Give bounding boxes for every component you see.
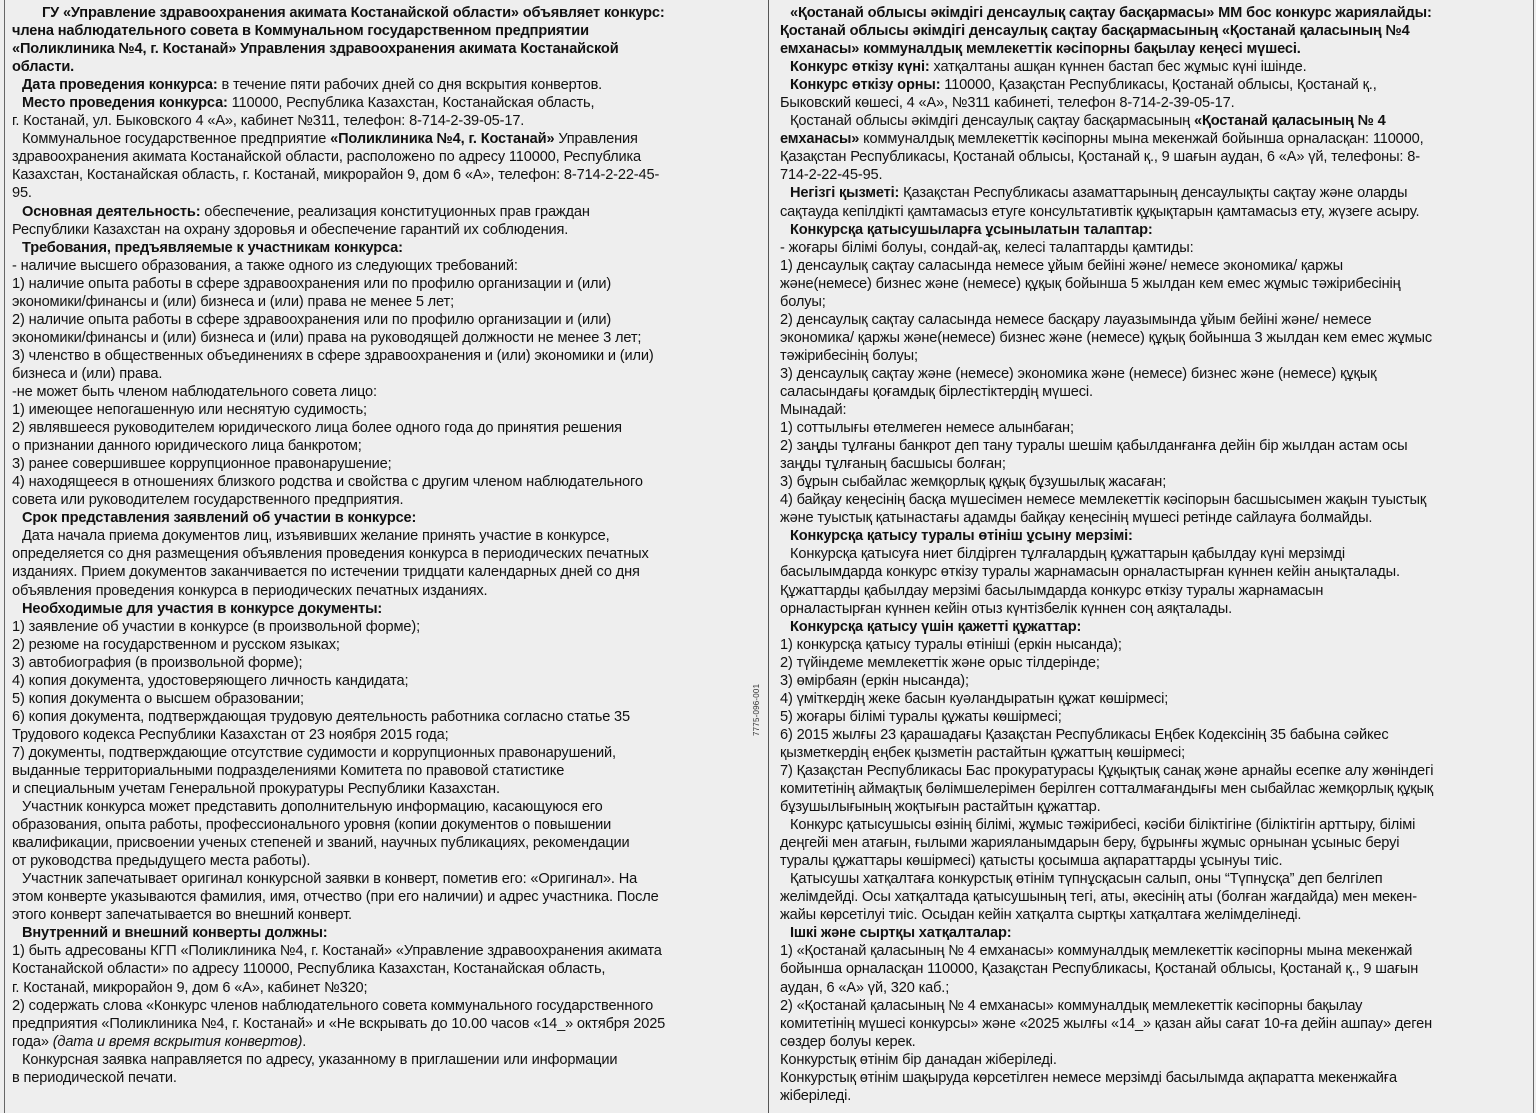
left-text-line xyxy=(12,762,764,780)
body-text: болуы; xyxy=(780,293,826,310)
left-text-line xyxy=(12,130,764,148)
body-text: орналастырған күннен кейін отыз күнтізбелік күннен соң аяқталады. xyxy=(780,600,1233,617)
russian-announcement-column xyxy=(12,4,764,1109)
heading-text: Необходимые для участия в конкурсе документы: xyxy=(22,600,383,617)
body-text: образования, опыта работы, профессионального уровня (копии документов о повышении xyxy=(12,817,612,834)
right-text-line xyxy=(780,708,1528,726)
left-text-line xyxy=(12,383,764,401)
body-text: Қазақстан Республикасы, Қостанай облысы, Қостанай қ., 9 шағын аудан, 6 «А» үй, телефоны: 8- xyxy=(780,149,1420,166)
heading-text: Внутренний и внешний конверты должны: xyxy=(22,925,328,942)
left-text-line xyxy=(12,329,764,347)
left-text-line xyxy=(12,455,764,473)
left-text-line xyxy=(12,419,764,437)
left-text-line xyxy=(12,1051,764,1069)
side-print-code: 7775-096-001 xyxy=(752,683,761,736)
left-text-line xyxy=(12,473,764,491)
body-text: в периодической печати. xyxy=(12,1069,177,1086)
left-text-line xyxy=(12,4,764,22)
right-text-line xyxy=(780,239,1528,257)
right-text-line xyxy=(780,942,1528,960)
body-text: - жоғары білімі болуы, сондай-ақ, келесі талаптарды қамтиды: xyxy=(780,239,1194,256)
left-text-line xyxy=(12,618,764,636)
right-text-line xyxy=(780,203,1528,221)
right-text-line xyxy=(780,509,1528,527)
body-text: 1) заявление об участии в конкурсе (в произвольной форме); xyxy=(12,618,420,635)
left-text-line xyxy=(12,852,764,870)
left-text-line xyxy=(12,257,764,275)
left-text-line xyxy=(12,1015,764,1033)
right-text-line xyxy=(780,888,1528,906)
body-text: экономики/финансы и (или) бизнеса и (или) права на руководящей должности не менее 3 лет; xyxy=(12,329,642,346)
left-text-line xyxy=(12,997,764,1015)
body-text: -не может быть членом наблюдательного совета лицо: xyxy=(12,383,377,400)
heading-text: «Поликлиника №4, г. Костанай» xyxy=(330,131,555,148)
right-text-line xyxy=(780,960,1528,978)
body-text: бұзушылығының жоқтығын растайтын құжаттар. xyxy=(780,799,1101,816)
right-text-line xyxy=(780,347,1528,365)
body-text: Республики Казахстан на охрану здоровья и обеспечение гарантий их соблюдения. xyxy=(12,221,569,238)
right-text-line xyxy=(780,672,1528,690)
right-text-line xyxy=(780,563,1528,581)
body-text: 2) денсаулық сақтау саласында немесе басқару лауазымында ұйым бейіні және/ немесе xyxy=(780,311,1372,328)
right-text-line xyxy=(780,798,1528,816)
body-text: бойынша орналасқан 110000, Қазақстан Республикасы, Қостанай облысы, Қостанай қ., 9 шағын xyxy=(780,961,1419,978)
body-text: 110000, Республика Казахстан, Костанайская область, xyxy=(227,95,595,112)
body-text: 1) денсаулық сақтау саласында немесе ұйым бейіні және/ немесе экономика/ қаржы xyxy=(780,257,1344,274)
body-text: Коммунальное государственное предприятие xyxy=(22,131,331,148)
right-text-line xyxy=(780,40,1528,58)
body-text: 1) соттылығы өтелмеген немесе алынбаған; xyxy=(780,420,1074,437)
page-left-border xyxy=(4,0,5,1113)
left-text-line xyxy=(12,672,764,690)
body-text: коммуналдық мемлекеттік кәсіпорны мына мекенжай бойынша орналасқан: 110000, xyxy=(859,131,1424,148)
left-text-line xyxy=(12,906,764,924)
body-text: жайы көрсетілуі тиіс. Осыдан кейін хатқалта сыртқы хатқалтаға желімделінеді. xyxy=(780,907,1302,924)
body-text: . xyxy=(302,1033,307,1050)
heading-text: Конкурсқа қатысушыларға ұсынылатын талаптар: xyxy=(790,221,1153,238)
right-text-line xyxy=(780,455,1528,473)
right-text-line xyxy=(780,582,1528,600)
left-text-line xyxy=(12,58,764,76)
heading-text: Қостанай облысы әкімдігі денсаулық сақтау басқармасының «Қостанай қаласының №4 xyxy=(780,23,1410,40)
right-text-line xyxy=(780,148,1528,166)
left-text-line xyxy=(12,239,764,257)
right-text-line xyxy=(780,654,1528,672)
right-text-line xyxy=(780,365,1528,383)
body-text: Трудового кодекса Республики Казахстан от 23 ноября 2015 года; xyxy=(12,726,449,743)
left-text-line xyxy=(12,1033,764,1051)
left-text-line xyxy=(12,708,764,726)
right-text-line xyxy=(780,22,1528,40)
body-text: 4) үміткердің жеке басын куәландыратын құжат көшірмесі; xyxy=(780,690,1169,707)
body-text: г. Костанай, микрорайон 9, дом 6 «А», кабинет №320; xyxy=(12,979,368,996)
heading-text: Конкурс өткізу орны: xyxy=(790,77,941,94)
body-text: 1) конкурсқа қатысу туралы өтініші (еркін нысанда); xyxy=(780,636,1122,653)
right-text-line xyxy=(780,4,1528,22)
left-text-line xyxy=(12,636,764,654)
page-right-border xyxy=(1533,0,1534,1113)
left-text-line xyxy=(12,365,764,383)
body-text: Конкурстық өтінім бір данадан жіберіледі. xyxy=(780,1051,1057,1068)
body-text: Конкурсная заявка направляется по адресу, указанному в приглашении или информации xyxy=(22,1051,618,1068)
body-text: предприятия «Поликлиника №4, г. Костанай» и «Не вскрывать до 10.00 часов «14_» октября 2025 xyxy=(12,1015,666,1032)
body-text: 3) бұрын сыбайлас жемқорлық құқық бұзушылық жасаған; xyxy=(780,474,1167,491)
heading-text: ГУ «Управление здравоохранения акимата Костанайской области» объявляет конкурс: xyxy=(42,5,665,21)
body-text: экономика/ қаржы және(немесе) бизнес және (немесе) құқық бойынша 3 жылдан кем емес жұмыс xyxy=(780,329,1433,346)
left-text-line xyxy=(12,293,764,311)
left-text-line xyxy=(12,798,764,816)
right-text-line xyxy=(780,221,1528,239)
left-text-line xyxy=(12,184,764,202)
right-text-line xyxy=(780,979,1528,997)
left-text-line xyxy=(12,870,764,888)
right-text-line xyxy=(780,834,1528,852)
heading-text: «Қостанай қаласының № 4 xyxy=(1194,113,1386,130)
body-text: 1) быть адресованы КГП «Поликлиника №4, г. Костанай» «Управление здравоохранения акимата xyxy=(12,943,662,960)
body-text: 3) денсаулық сақтау және (немесе) экономика және (немесе) бизнес және (немесе) құқық xyxy=(780,365,1377,382)
heading-text: Срок представления заявлений об участии в конкурсе: xyxy=(22,510,417,527)
right-text-line xyxy=(780,1051,1528,1069)
right-text-line xyxy=(780,401,1528,419)
body-text: 5) жоғары білімі туралы құжаты көшірмесі; xyxy=(780,708,1062,725)
right-text-line xyxy=(780,275,1528,293)
kazakh-announcement-column xyxy=(780,4,1528,1109)
body-text: 3) ранее совершившее коррупционное правонарушение; xyxy=(12,456,392,473)
body-text: Участник конкурса может представить дополнительную информацию, касающуюся его xyxy=(22,799,603,816)
right-text-line xyxy=(780,762,1528,780)
heading-text: Дата проведения конкурса: xyxy=(22,77,218,94)
body-text: 4) находящееся в отношениях близкого родства и свойства с другим членом наблюдательного xyxy=(12,474,643,491)
right-text-line xyxy=(780,1087,1528,1105)
body-text: 6) 2015 жылғы 23 қарашадағы Қазақстан Республикасы Еңбек Кодексінің 35 бабына сәйкес xyxy=(780,726,1389,743)
body-text: года» xyxy=(12,1033,53,1050)
right-text-line xyxy=(780,1069,1528,1087)
heading-text: области. xyxy=(12,59,75,76)
body-text: Конкурстық өтінім шақыруда көрсетілген немесе мерзімді басылымда ақпаратта мекенжайға xyxy=(780,1069,1397,1086)
left-text-line xyxy=(12,690,764,708)
right-text-line xyxy=(780,1033,1528,1051)
body-text: 4) копия документа, удостоверяющего личность кандидата; xyxy=(12,672,409,689)
body-text: Казахстан, Костанайская область, г. Костанай, микрорайон 9, дом 6 «А», телефон: 8-714-2-22-45- xyxy=(12,167,660,184)
left-text-line xyxy=(12,166,764,184)
body-text: 3) автобиография (в произвольной форме); xyxy=(12,654,303,671)
body-text: этом конверте указываются фамилия, имя, отчество (при его наличии) и адрес участника. После xyxy=(12,889,659,906)
body-text: жіберіледі. xyxy=(780,1087,852,1104)
left-text-line xyxy=(12,94,764,112)
right-text-line xyxy=(780,527,1528,545)
body-text: 4) байқау кеңесінің басқа мүшесімен немесе мемлекеттік кәсіпорын басшысымен жақын туыстық xyxy=(780,492,1427,509)
right-text-line xyxy=(780,94,1528,112)
body-text: квалификации, присвоении ученых степеней и званий, научных публикациях, рекомендации xyxy=(12,835,630,852)
left-text-line xyxy=(12,563,764,581)
body-text: Қостанай облысы әкімдігі денсаулық сақтау басқармасының xyxy=(790,113,1194,130)
body-text: Участник запечатывает оригинал конкурсной заявки в конверт, пометив его: «Оригинал». На xyxy=(22,871,638,888)
body-text: экономики/финансы и (или) бизнеса и (или) права не менее 5 лет; xyxy=(12,293,454,310)
body-text: 2) содержать слова «Конкурс членов наблюдательного совета коммунального государственного xyxy=(12,997,654,1014)
body-text: 2) түйіндеме мемлекеттік және орыс тілдерінде; xyxy=(780,654,1100,671)
body-text: 5) копия документа о высшем образовании; xyxy=(12,690,304,707)
left-text-line xyxy=(12,148,764,166)
body-text: Быковский көшесі, 4 «А», №311 кабинеті, телефон 8-714-2-39-05-17. xyxy=(780,95,1235,112)
right-text-line xyxy=(780,257,1528,275)
left-text-line xyxy=(12,221,764,239)
body-text: 7) документы, подтверждающие отсутствие судимости и коррупционных правонарушений, xyxy=(12,744,616,761)
body-text: 7) Қазақстан Республикасы Бас прокуратурасы Құқықтық санақ және арнайы есепке алу жөніндегі xyxy=(780,762,1434,779)
body-text: туралы құжаттары көшірмесі) қатысты қосымша ақпараттарды ұсынуы тиіс. xyxy=(780,853,1283,870)
right-text-line xyxy=(780,184,1528,202)
body-text: 2) резюме на государственном и русском языках; xyxy=(12,636,340,653)
left-text-line xyxy=(12,311,764,329)
left-text-line xyxy=(12,942,764,960)
left-text-line xyxy=(12,509,764,527)
left-text-line xyxy=(12,654,764,672)
right-text-line xyxy=(780,329,1528,347)
body-text: Мынадай: xyxy=(780,402,847,419)
heading-text: Конкурсқа қатысу үшін қажетті құжаттар: xyxy=(790,618,1082,635)
heading-text: Требования, предъявляемые к участникам конкурса: xyxy=(22,239,403,256)
body-text: заңды тұлғаның басшысы болған; xyxy=(780,456,1006,473)
body-text: этого конверт запечатывается во внешний конверт. xyxy=(12,907,352,924)
left-text-line xyxy=(12,527,764,545)
right-text-line xyxy=(780,473,1528,491)
body-text: басылымдарда конкурс өткізу туралы жарнамасын орналастырған күннен кейін анықталады. xyxy=(780,564,1400,581)
left-text-line xyxy=(12,1069,764,1087)
right-text-line xyxy=(780,636,1528,654)
body-text: от руководства предыдущего места работы). xyxy=(12,853,311,870)
heading-text: емханасы» коммуналдық мемлекеттік кәсіпорны бақылау кеңесі мүшесі. xyxy=(780,41,1301,58)
right-text-line xyxy=(780,780,1528,798)
body-text: г. Костанай, ул. Быковского 4 «А», кабинет №311, телефон: 8-714-2-39-05-17. xyxy=(12,113,525,130)
body-text: объявления проведения конкурса в периодических печатных изданиях. xyxy=(12,582,488,599)
body-text: бизнеса и (или) права. xyxy=(12,365,163,382)
right-text-line xyxy=(780,437,1528,455)
body-text: 95. xyxy=(12,185,32,202)
right-text-line xyxy=(780,76,1528,94)
body-text: саласындағы қоғамдық бірлестіктердің мүшесі. xyxy=(780,383,1093,400)
body-text: обеспечение, реализация конституционных прав граждан xyxy=(200,203,590,220)
body-text: Қатысушы хатқалтаға конкурстық өтінім түпнұсқасын салып, оны “Түпнұсқа” деп белгілеп xyxy=(790,871,1383,888)
left-text-line xyxy=(12,112,764,130)
body-text: и специальным учетам Генеральной прокуратуры Республики Казахстан. xyxy=(12,781,500,798)
left-text-line xyxy=(12,888,764,906)
left-text-line xyxy=(12,437,764,455)
right-text-line xyxy=(780,997,1528,1015)
body-text: қызметкердің еңбек қызметін растайтын құжаттың көшірмесі; xyxy=(780,744,1186,761)
body-text: совета или руководителем государственного предприятия. xyxy=(12,492,404,509)
left-text-line xyxy=(12,924,764,942)
body-text: Құжаттарды қабылдау мерзімі басылымдарда конкурс өткізу туралы жарнамасын xyxy=(780,582,1324,599)
body-text: Конкурс қатысушысы өзінің білімі, жұмыс тәжірибесі, кәсіби біліктігіне (біліктігін арттыру, білімі xyxy=(790,817,1416,834)
body-text: 1) наличие опыта работы в сфере здравоохранения или по профилю организации и (или) xyxy=(12,275,612,292)
body-text: комитетінің мүшесі конкурсы» және «2025 жылғы «14_» қазан айы сағат 10-ға дейін ашпау» деген xyxy=(780,1015,1432,1032)
body-text: Управления xyxy=(554,131,638,148)
body-text: 1) имеющее непогашенную или неснятую судимость; xyxy=(12,402,367,419)
body-text: хатқалтаны ашқан күннен бастап бес жұмыс күні ішінде. xyxy=(929,59,1307,76)
body-text: здравоохранения акимата Костанайской области, расположено по адресу 110000, Республика xyxy=(12,149,642,166)
right-text-line xyxy=(780,293,1528,311)
body-text: желімдейді. Осы хатқалтада қатысушының тегі, аты, әкесінің аты (болған жағдайда) мен мекен- xyxy=(780,889,1417,906)
body-text: 110000, Қазақстан Республикасы, Қостанай облысы, Қостанай қ., xyxy=(940,77,1377,94)
right-text-line xyxy=(780,130,1528,148)
body-text: о признании данного юридического лица банкротом; xyxy=(12,438,362,455)
right-text-line xyxy=(780,112,1528,130)
right-text-line xyxy=(780,545,1528,563)
left-text-line xyxy=(12,22,764,40)
left-text-line xyxy=(12,545,764,563)
body-text: - наличие высшего образования, а также одного из следующих требований: xyxy=(12,257,518,274)
heading-text: Ішкі және сыртқы хатқалталар: xyxy=(790,925,1012,942)
body-text: тәжірибесінің болуы; xyxy=(780,347,918,364)
body-text: определяется со дня размещения объявления проведения конкурса в периодических печатных xyxy=(12,546,649,563)
left-text-line xyxy=(12,275,764,293)
right-text-line xyxy=(780,906,1528,924)
left-text-line xyxy=(12,816,764,834)
body-text: Қазақстан Республикасы азаматтарының денсаулықты сақтау және оларды xyxy=(899,185,1408,202)
left-text-line xyxy=(12,401,764,419)
left-text-line xyxy=(12,600,764,618)
right-text-line xyxy=(780,690,1528,708)
body-text: изданиях. Прием документов заканчивается по истечении тридцати календарных дней со дня xyxy=(12,564,640,581)
column-divider xyxy=(768,0,769,1113)
body-text: 714-2-22-45-95. xyxy=(780,167,883,184)
left-text-line xyxy=(12,582,764,600)
body-text: 2) являвшееся руководителем юридического лица более одного года до принятия решения xyxy=(12,420,622,437)
right-text-line xyxy=(780,852,1528,870)
left-text-line xyxy=(12,979,764,997)
right-text-line xyxy=(780,58,1528,76)
heading-text: Основная деятельность: xyxy=(22,203,201,220)
body-text: выданные территориальными подразделениями Комитета по правовой статистике xyxy=(12,762,565,779)
right-text-line xyxy=(780,618,1528,636)
left-text-line xyxy=(12,960,764,978)
body-text: 6) копия документа, подтверждающая трудовую деятельность работника согласно статье 35 xyxy=(12,708,630,725)
body-text: деңгейі мен атағын, ғылыми жарияланымдарын беру, бұрынғы жұмыс орнынан ұсыныс беруі xyxy=(780,835,1400,852)
body-text: 3) өмірбаян (еркін нысанда); xyxy=(780,672,969,689)
right-text-line xyxy=(780,419,1528,437)
right-text-line xyxy=(780,816,1528,834)
heading-text: Конкурсқа қатысу туралы өтініш ұсыну мерзімі: xyxy=(790,528,1133,545)
body-text: Конкурсқа қатысуға ниет білдірген тұлғалардың құжаттарын қабылдау күні мерзімді xyxy=(790,546,1346,563)
body-text: және туыстық қатынастағы адамды байқау кеңесінің мүшесі ретінде сайлауға болмайды. xyxy=(780,510,1373,527)
heading-text: Место проведения конкурса: xyxy=(22,95,228,112)
left-text-line xyxy=(12,40,764,58)
right-text-line xyxy=(780,311,1528,329)
heading-text: члена наблюдательного совета в Коммунальном государственном предприятии xyxy=(12,23,589,40)
body-text: 2) заңды тұлғаны банкрот деп тану туралы шешім қабылданғанға дейін бір жылдан астам осы xyxy=(780,438,1408,455)
right-text-line xyxy=(780,1015,1528,1033)
heading-text: Негізгі қызметі: xyxy=(790,185,900,202)
right-text-line xyxy=(780,924,1528,942)
body-text: Костанайской области» по адресу 110000, Республика Казахстан, Костанайская область, xyxy=(12,961,606,978)
body-text: комитетінің аймақтық бөлімшелерімен берілген сотталмағандығы мен сыбайлас жемқорлық құқық xyxy=(780,781,1434,798)
heading-text: Конкурс өткізу күні: xyxy=(790,59,930,76)
body-text: сақтауда кепілдікті қамтамасыз етуге консультативтік құқықтарын қамтамасыз ету, жүзеге асыру. xyxy=(780,203,1420,220)
left-text-line xyxy=(12,780,764,798)
right-text-line xyxy=(780,870,1528,888)
right-text-line xyxy=(780,600,1528,618)
right-text-line xyxy=(780,744,1528,762)
body-text: 3) членство в общественных объединениях в сфере здравоохранения и (или) экономики и (или) xyxy=(12,347,654,364)
right-text-line xyxy=(780,383,1528,401)
body-text: аудан, 6 «А» үй, 320 каб.; xyxy=(780,979,950,996)
left-text-line xyxy=(12,203,764,221)
heading-text: «Қостанай облысы әкімдігі денсаулық сақтау басқармасы» ММ бос конкурс жариялайды: xyxy=(790,5,1432,21)
left-text-line xyxy=(12,726,764,744)
left-text-line xyxy=(12,834,764,852)
body-text: Дата начала приема документов лиц, изъявивших желание принять участие в конкурсе, xyxy=(22,528,610,545)
body-text: сөздер болуы керек. xyxy=(780,1033,916,1050)
heading-text: «Поликлиника №4, г. Костанай» Управления здравоохранения акимата Костанайской xyxy=(12,41,619,58)
body-text: 2) «Қостанай қаласының № 4 емханасы» коммуналдық мемлекеттік кәсіпорны бақылау xyxy=(780,997,1363,1014)
left-text-line xyxy=(12,76,764,94)
left-text-line xyxy=(12,744,764,762)
left-text-line xyxy=(12,347,764,365)
left-text-line xyxy=(12,491,764,509)
right-text-line xyxy=(780,166,1528,184)
body-text: в течение пяти рабочих дней со дня вскрытия конвертов. xyxy=(217,77,603,94)
right-text-line xyxy=(780,491,1528,509)
body-text: 2) наличие опыта работы в сфере здравоохранения или по профилю организации и (или) xyxy=(12,311,612,328)
heading-text: емханасы» xyxy=(780,131,860,148)
body-text: (дата и время вскрытия конвертов) xyxy=(52,1033,303,1050)
body-text: және(немесе) бизнес және (немесе) құқық бойынша 5 жылдан кем емес жұмыс тәжірибесінің xyxy=(780,275,1401,292)
body-text: 1) «Қостанай қаласының № 4 емханасы» коммуналдық мемлекеттік кәсіпорны мына мекенжай xyxy=(780,943,1413,960)
right-text-line xyxy=(780,726,1528,744)
